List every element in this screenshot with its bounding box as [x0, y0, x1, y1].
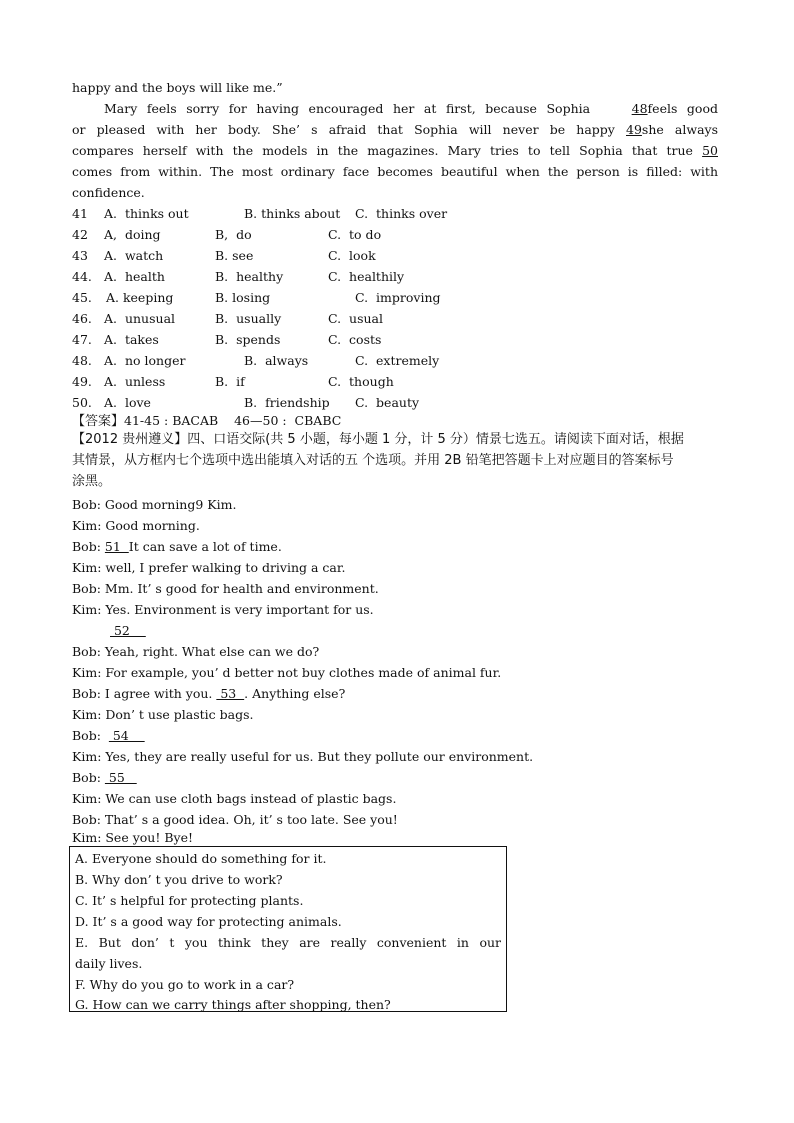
passage-text: compares herself with the models in the magazines. Mary tries to tell Sophia that true — [72, 143, 703, 158]
option-item: D. It’ s a good way for protecting animals. — [75, 914, 342, 929]
speaker: Bob: — [72, 770, 105, 785]
dialogue-line — [72, 684, 345, 705]
option-c: C. extremely — [355, 353, 440, 368]
dialogue-line: Bob: That’ s a good idea. Oh, it’ s too late. See you! — [72, 812, 398, 827]
option-item: F. Why do you go to work in a car? — [75, 977, 295, 992]
answer-line — [72, 411, 341, 432]
blank-55: 55 — [104, 770, 137, 785]
passage-line: happy and the boys will like me.” — [72, 80, 283, 95]
option-a: A. love — [104, 395, 151, 410]
dialogue-line: Bob: Yeah, right. What else can we do? — [72, 644, 320, 659]
option-b: B. if — [215, 374, 245, 389]
option-b: B. losing — [215, 290, 271, 305]
option-a: A. health — [104, 269, 165, 284]
dialogue-line: Bob: Good morning9 Kim. — [72, 497, 237, 512]
option-b: B, do — [215, 227, 252, 242]
option-item: daily lives. — [75, 956, 143, 971]
question-number: 45. — [72, 290, 92, 305]
option-a: A. takes — [104, 332, 159, 347]
question-number: 48. — [72, 353, 92, 368]
question-row — [72, 351, 720, 372]
dialogue-line — [72, 726, 145, 747]
question-number: 41 — [72, 206, 88, 221]
question-row — [72, 288, 720, 309]
option-item: E. But don’ t you think they are really convenient in our — [75, 935, 501, 950]
question-number: 47. — [72, 332, 92, 347]
question-number: 43 — [72, 248, 88, 263]
option-b: B. always — [244, 353, 309, 368]
dialogue-line: Kim: Don’ t use plastic bags. — [72, 707, 254, 722]
option-b: B. see — [215, 248, 254, 263]
dialogue-line: Kim: See you! Bye! — [72, 830, 194, 845]
option-item: G. How can we carry things after shopping, then? — [75, 997, 391, 1012]
passage-text: she always — [641, 122, 719, 137]
passage-text: feels good — [647, 101, 718, 116]
section-heading: 涂黑。 — [72, 474, 112, 489]
answer-text: 41-45 : BACAB 46—50 : CBABC — [124, 413, 342, 428]
passage-line: comes from within. The most ordinary face becomes beautiful when the person is filled: with — [72, 164, 718, 179]
option-c: C. to do — [328, 227, 382, 242]
option-a: A. thinks out — [104, 206, 189, 221]
option-c: C. healthily — [328, 269, 405, 284]
speaker: Bob: — [72, 539, 105, 554]
blank-52: 52 — [110, 623, 146, 638]
passage-line — [72, 141, 718, 162]
blank-49: 49 — [626, 122, 642, 137]
dialogue-line — [72, 537, 282, 558]
dialogue-line: Kim: well, I prefer walking to driving a car. — [72, 560, 346, 575]
question-number: 50. — [72, 395, 92, 410]
dialogue-text: . Anything else? — [244, 686, 346, 701]
question-row — [72, 204, 720, 225]
question-number: 44. — [72, 269, 92, 284]
option-item: A. Everyone should do something for it. — [75, 851, 327, 866]
passage-line — [72, 120, 718, 141]
question-row — [72, 309, 720, 330]
question-row — [72, 372, 720, 393]
question-number: 46. — [72, 311, 92, 326]
passage-text: Mary feels sorry for having encouraged her at first, because Sophia — [104, 101, 600, 116]
question-row — [72, 246, 720, 267]
dialogue-line — [110, 621, 146, 642]
blank-48: 48 — [631, 101, 648, 116]
options-box — [69, 846, 507, 1012]
option-item: C. It’ s helpful for protecting plants. — [75, 893, 304, 908]
option-a: A, doing — [104, 227, 161, 242]
blank-50: 50 — [702, 143, 718, 158]
option-b: B. healthy — [215, 269, 284, 284]
blank-54: 54 — [108, 728, 145, 743]
option-b: B. friendship — [244, 395, 330, 410]
option-a: A. keeping — [102, 290, 174, 305]
dialogue-text: Bob: I agree with you. — [72, 686, 217, 701]
option-c: C. though — [328, 374, 394, 389]
section-heading: 其情景，从方框内七个选项中选出能填入对话的五 个选项。并用 2B 铅笔把答题卡上对应题目的答案标号 — [72, 453, 674, 468]
option-c: C. costs — [328, 332, 382, 347]
question-row — [72, 225, 720, 246]
passage-line: confidence. — [72, 185, 145, 200]
question-row — [72, 330, 720, 351]
question-number: 42 — [72, 227, 88, 242]
question-row — [72, 267, 720, 288]
option-b: B. usually — [215, 311, 282, 326]
passage-line — [72, 99, 718, 120]
dialogue-line — [72, 768, 137, 789]
option-c: C. beauty — [355, 395, 420, 410]
dialogue-text: It can save a lot of time. — [128, 539, 282, 554]
dialogue-line: Kim: We can use cloth bags instead of plastic bags. — [72, 791, 397, 806]
dialogue-line: Kim: Good morning. — [72, 518, 200, 533]
speaker: Bob: — [72, 728, 109, 743]
option-b: B. spends — [215, 332, 281, 347]
option-item: B. Why don’ t you drive to work? — [75, 872, 283, 887]
option-a: A. unusual — [104, 311, 176, 326]
option-a: A. no longer — [104, 353, 186, 368]
blank-51: 51 — [104, 539, 129, 554]
dialogue-line: Kim: Yes, they are really useful for us. But they pollute our environment. — [72, 749, 534, 764]
section-heading: 【2012 贵州遵义】四、口语交际(共 5 小题，每小题 1 分，计 5 分）情景七选五。请阅读下面对话，根据 — [72, 432, 684, 447]
option-b: B. thinks about — [244, 206, 341, 221]
answer-label: 【答案】 — [72, 414, 125, 429]
option-a: A. unless — [104, 374, 166, 389]
dialogue-line: Kim: For example, you’ d better not buy clothes made of animal fur. — [72, 665, 502, 680]
option-c: C. usual — [328, 311, 384, 326]
dialogue-line: Kim: Yes. Environment is very important for us. — [72, 602, 374, 617]
option-c: C. improving — [355, 290, 441, 305]
blank-53: 53 — [216, 686, 245, 701]
dialogue-line: Bob: Mm. It’ s good for health and environment. — [72, 581, 379, 596]
option-c: C. look — [328, 248, 376, 263]
option-c: C. thinks over — [355, 206, 448, 221]
option-a: A. watch — [104, 248, 164, 263]
passage-text: or pleased with her body. She’ s afraid that Sophia will never be happy — [72, 122, 626, 137]
question-number: 49. — [72, 374, 92, 389]
